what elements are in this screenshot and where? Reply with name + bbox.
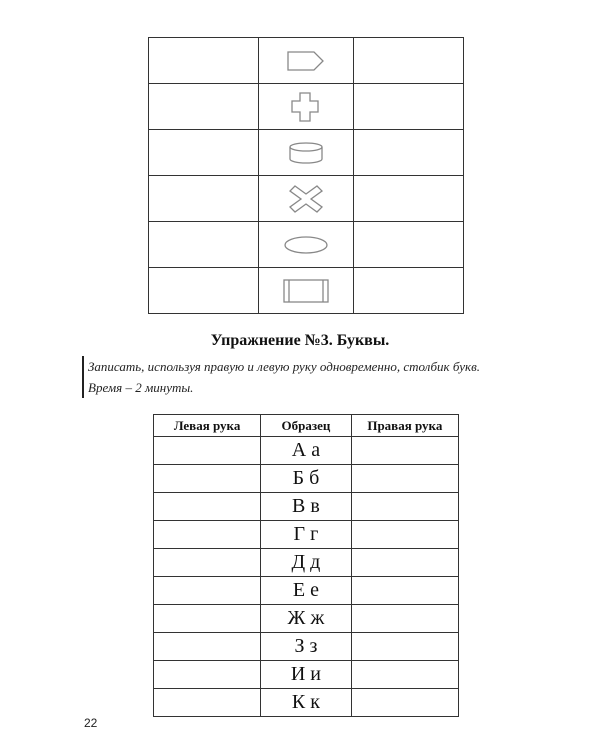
left-hand-cell (154, 577, 261, 605)
blank-cell (149, 222, 259, 268)
shape-cell (258, 38, 353, 84)
blank-cell (149, 38, 259, 84)
left-hand-cell (154, 605, 261, 633)
left-hand-cell (154, 493, 261, 521)
sample-cell: И и (261, 661, 352, 689)
right-hand-cell (351, 549, 458, 577)
page-number: 22 (84, 716, 98, 730)
sample-cell: В в (261, 493, 352, 521)
right-hand-cell (351, 465, 458, 493)
right-hand-cell (351, 689, 458, 717)
blank-cell (149, 176, 259, 222)
sample-cell: Г г (261, 521, 352, 549)
shape-cell (258, 222, 353, 268)
shape-row (149, 176, 464, 222)
shape-row (149, 222, 464, 268)
pentagon-arrow-icon (286, 48, 326, 74)
ellipse-icon (282, 234, 330, 256)
shape-cell (258, 130, 353, 176)
left-hand-cell (154, 437, 261, 465)
shape-cell (258, 84, 353, 130)
sample-cell: Е е (261, 577, 352, 605)
shapes-table (148, 37, 464, 314)
shape-cell (258, 268, 353, 314)
table-row (154, 493, 459, 521)
framed-rectangle-icon (281, 277, 331, 305)
blank-cell (354, 268, 464, 314)
sample-cell: З з (261, 633, 352, 661)
blank-cell (354, 38, 464, 84)
table-row (154, 465, 459, 493)
table-header-row (154, 415, 459, 437)
left-hand-cell (154, 633, 261, 661)
table-row (154, 633, 459, 661)
right-hand-cell (351, 437, 458, 465)
blank-cell (149, 84, 259, 130)
cross-plus-icon (286, 91, 326, 123)
left-hand-cell (154, 465, 261, 493)
blank-cell (354, 130, 464, 176)
left-hand-cell (154, 549, 261, 577)
table-row (154, 521, 459, 549)
table-row (154, 549, 459, 577)
right-hand-cell (351, 577, 458, 605)
left-hand-cell (154, 661, 261, 689)
right-hand-cell (351, 493, 458, 521)
table-row (154, 437, 459, 465)
cylinder-icon (286, 140, 326, 166)
table-row (154, 605, 459, 633)
instruction-block (82, 356, 538, 398)
blank-cell (354, 84, 464, 130)
shape-cell (258, 176, 353, 222)
letters-table (153, 414, 459, 717)
right-hand-cell (351, 633, 458, 661)
right-hand-cell (351, 605, 458, 633)
time-limit-text: Время – 2 минуты. (88, 380, 194, 395)
right-hand-cell (351, 521, 458, 549)
blank-cell (354, 176, 464, 222)
instruction-text: Записать, используя правую и левую руку одновременно, столбик букв. (88, 359, 480, 374)
blank-cell (149, 268, 259, 314)
exercise-title: Упражнение №3. Буквы. (210, 332, 390, 349)
header-left-hand: Левая рука (154, 415, 261, 437)
right-hand-cell (351, 661, 458, 689)
x-cross-icon (286, 183, 326, 215)
sample-cell: К к (261, 689, 352, 717)
blank-cell (149, 130, 259, 176)
left-hand-cell (154, 521, 261, 549)
table-row (154, 661, 459, 689)
header-right-hand: Правая рука (351, 415, 458, 437)
shape-row (149, 268, 464, 314)
sample-cell: Д д (261, 549, 352, 577)
header-sample: Образец (261, 415, 352, 437)
shape-row (149, 38, 464, 84)
sample-cell: А а (261, 437, 352, 465)
sample-cell: Б б (261, 465, 352, 493)
left-hand-cell (154, 689, 261, 717)
sample-cell: Ж ж (261, 605, 352, 633)
blank-cell (354, 222, 464, 268)
shape-row (149, 84, 464, 130)
table-row (154, 577, 459, 605)
shape-row (149, 130, 464, 176)
table-row (154, 689, 459, 717)
